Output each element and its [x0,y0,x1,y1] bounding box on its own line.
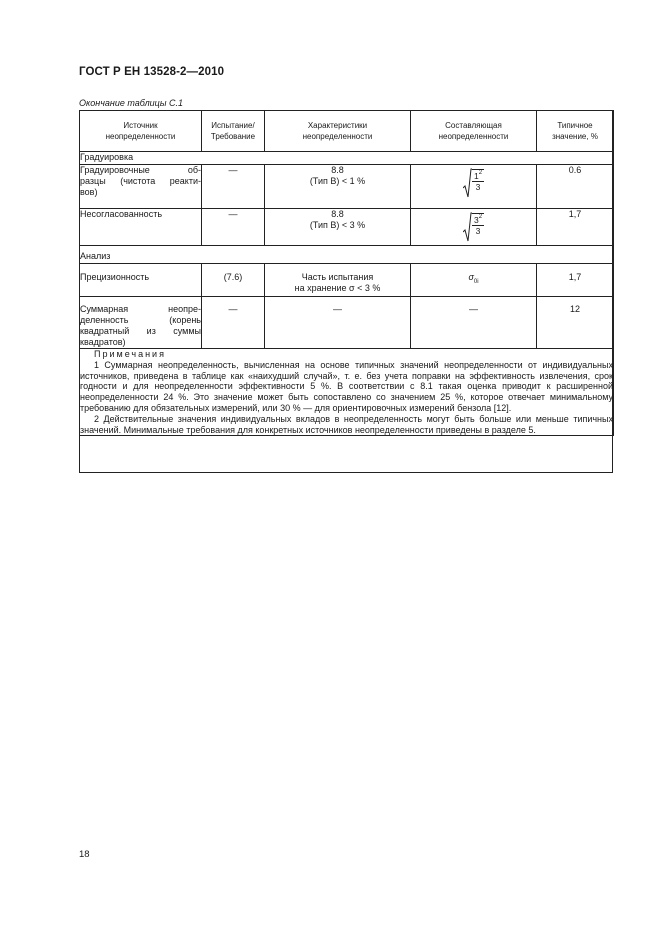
col-header-component: Составляющая неопределенности [411,111,537,152]
section-title: Анализ [80,246,614,264]
col-header-test: Испытание/ Требование [202,111,265,152]
table-header-row [80,111,614,152]
row-source: Суммарная неопре- деленность (корень квадратный из суммы квадратов) [80,297,202,349]
row-component [411,165,537,209]
row-test: — [202,297,265,349]
row-test: — [202,209,265,246]
col-header-source: Источник неопределенности [80,111,202,152]
table-row [80,297,614,349]
notes-cell [80,349,614,436]
row-characteristics: Часть испытания на хранение σ < 3 % [265,264,411,297]
row-component: $\sigma_{0i}$ [411,264,537,297]
table-row [80,264,614,297]
sqrt-formula: $\frac{1^2}{3}$ [463,168,484,198]
sqrt-formula: $\frac{3^2}{3}$ [463,212,484,242]
document-title: ГОСТ Р ЕН 13528-2—2010 [79,66,225,78]
row-test: (7.6) [202,264,265,297]
row-characteristics: 8.8 (Тип В) < 3 % [265,209,411,246]
note-1: 1 Суммарная неопределенность, вычисленная на основе типичных значений неопределенности от индивидуальных источников, приведена в таблице как «наихудший случай», т. е. без учета поправки на эффективность извлечения, срок годности и для неопределенности эффективности 5 %. В соответствии с 8.1 такая оценка приводит к расширенной неопределенности 24 %. Это значение может быть сопоставлено со значением 25 %, которое отвечает минимальному требованию для обязательных измерений, или 30 % — для ориентировочных измерений бензола [12]. [80,359,613,413]
section-title: Градуировка [80,152,614,165]
radical-sign-icon [463,212,472,242]
section-row-calibration [80,152,614,165]
row-test: — [202,165,265,209]
row-value: 12 [537,297,614,349]
row-source: Несогласованность [80,209,202,246]
row-value: 0.6 [537,165,614,209]
row-characteristics: — [265,297,411,349]
table-row [80,165,614,209]
row-characteristics: 8.8 (Тип В) < 1 % [265,165,411,209]
col-header-typical-value: Типичное значение, % [537,111,614,152]
note-2: 2 Действительные значения индивидуальных вкладов в неопределенность могут быть больше или меньше типичных значений. Минимальные требования для конкретных источников неопределенности приведены в разделе 5. [80,413,613,435]
row-value: 1,7 [537,264,614,297]
uncertainty-table [79,110,614,436]
table-row [80,209,614,246]
col-header-characteristics: Характеристики неопределенности [265,111,411,152]
row-source: Градуировочные об- разцы (чистота реакти- вов) [80,165,202,209]
section-row-analysis [80,246,614,264]
notes-row [80,349,614,436]
page-number: 18 [79,849,90,860]
row-value: 1,7 [537,209,614,246]
row-source: Прецизионность [80,264,202,297]
notes-heading: Примечания [94,349,166,359]
table-caption: Окончание таблицы С.1 [79,98,183,108]
radical-sign-icon [463,168,472,198]
row-component: — [411,297,537,349]
row-component [411,209,537,246]
